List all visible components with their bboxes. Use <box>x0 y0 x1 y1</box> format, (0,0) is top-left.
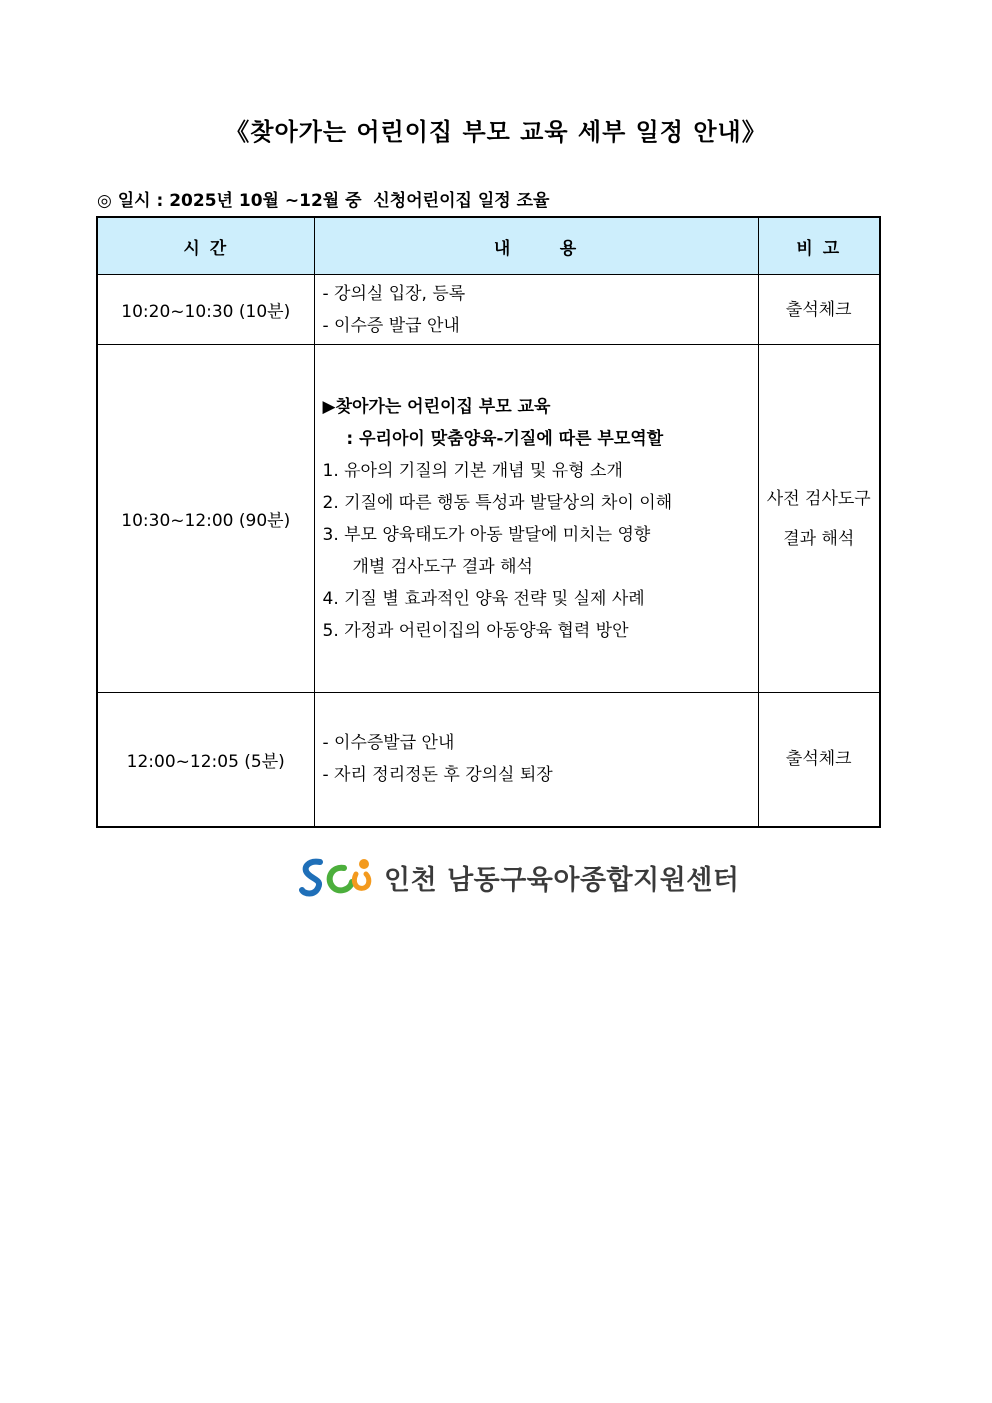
table-row <box>97 693 880 827</box>
table-header-row <box>97 217 880 275</box>
content-line: 3. 부모 양육태도가 아동 발달에 미치는 영향 <box>322 524 651 545</box>
note-line: 사전 검사도구 <box>766 488 871 509</box>
note-cell <box>758 693 880 827</box>
content-heading: ▶찾아가는 어린이집 부모 교육 <box>322 396 551 417</box>
content-line: 개별 검사도구 결과 해석 <box>352 556 533 577</box>
time-cell: 10:20~10:30 (10분) <box>97 275 314 345</box>
organization-logo <box>298 852 739 902</box>
content-line: 4. 기질 별 효과적인 양육 전략 및 실제 사례 <box>322 588 645 609</box>
note-line: 출석체크 <box>785 749 852 770</box>
note-line: 출석체크 <box>785 299 852 320</box>
note-cell <box>758 275 880 345</box>
content-line: 1. 유아의 기질의 기본 개념 및 유형 소개 <box>322 460 623 481</box>
content-cell <box>314 693 758 827</box>
content-line: - 자리 정리정돈 후 강의실 퇴장 <box>322 765 553 786</box>
table-row <box>97 345 880 693</box>
schedule-date-line: ◎ 일시 : 2025년 10월 ~12월 중 신청어린이집 일정 조율 <box>97 191 550 211</box>
time-cell: 10:30~12:00 (90분) <box>97 345 314 693</box>
note-cell <box>758 345 880 693</box>
header-time: 시 간 <box>97 217 314 275</box>
document-title: 《찾아가는 어린이집 부모 교육 세부 일정 안내》 <box>225 118 767 146</box>
header-content: 내 용 <box>314 217 758 275</box>
content-cell <box>314 345 758 693</box>
time-cell: 12:00~12:05 (5분) <box>97 693 314 827</box>
content-subheading: : 우리아이 맞춤양육-기질에 따른 부모역할 <box>340 428 664 449</box>
content-line: - 이수증 발급 안내 <box>322 315 460 336</box>
content-line: 2. 기질에 따른 행동 특성과 발달상의 차이 이해 <box>322 492 673 513</box>
header-note: 비 고 <box>758 217 880 275</box>
organization-name: 인천 남동구육아종합지원센터 <box>384 864 740 896</box>
table-row <box>97 275 880 345</box>
content-cell <box>314 275 758 345</box>
content-line: - 이수증발급 안내 <box>322 733 455 754</box>
content-line: 5. 가정과 어린이집의 아동양육 협력 방안 <box>322 620 629 641</box>
swirl-logo-icon <box>298 854 376 900</box>
content-line: - 강의실 입장, 등록 <box>322 283 466 304</box>
schedule-table <box>96 216 881 828</box>
note-line: 결과 해석 <box>783 528 855 549</box>
